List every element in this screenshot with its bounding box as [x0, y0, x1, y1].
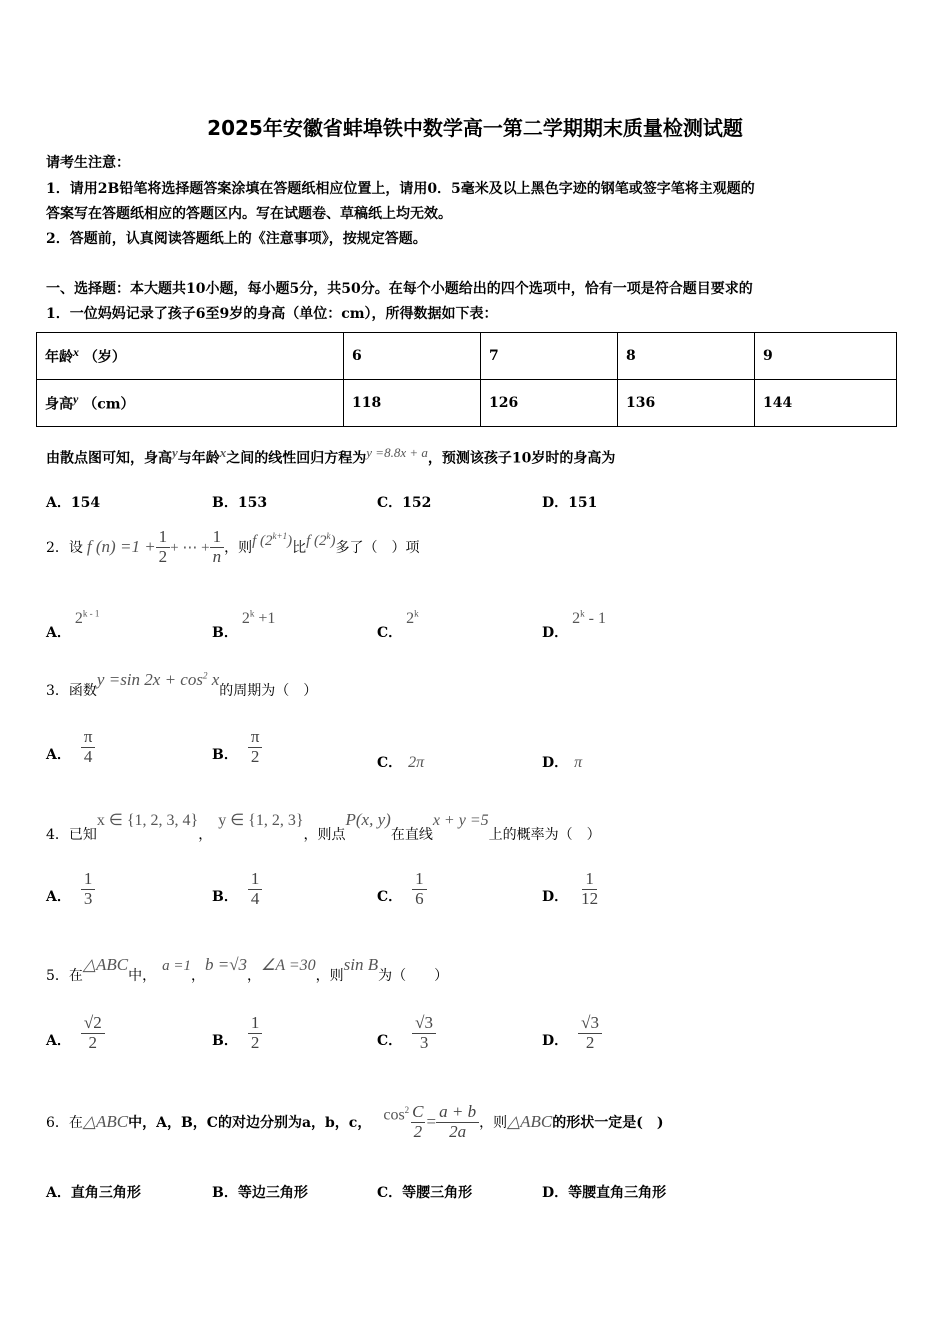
table-row: [37, 333, 897, 380]
q2-option-a[interactable]: A．2$^{k - 1}$: [46, 608, 100, 641]
fraction: $\frac{a + b}{2a}$: [436, 1103, 479, 1141]
notice-line-2: 2．答题前，认真阅读答题纸上的《注意事项》，按规定答题。: [46, 231, 427, 247]
q1-option-d[interactable]: D．151: [542, 495, 598, 511]
table-cell: 136: [618, 380, 755, 427]
q5-stem: 5．在△ABC中，a =1，b =√3，∠A =30，则sin B为（ ）: [46, 955, 449, 984]
q4-option-a[interactable]: A． $\frac{1}{3}$: [46, 870, 95, 908]
q2-option-c[interactable]: C．2$^k$: [377, 608, 419, 641]
fraction: $\frac{C}{2}$: [412, 1101, 424, 1141]
fraction: $\frac{√3}{3}$: [412, 1014, 436, 1052]
q1-option-b[interactable]: B．153: [212, 495, 268, 511]
q3-option-d[interactable]: D． π: [542, 754, 583, 771]
table-cell: 7: [481, 333, 618, 380]
notice-line-1b: 答案写在答题纸相应的答题区内。写在试题卷、草稿纸上均无效。: [46, 206, 452, 222]
fraction: $\frac{1}{2}$: [248, 1014, 263, 1052]
q5-option-c[interactable]: C． $\frac{√3}{3}$: [377, 1014, 436, 1052]
q2-option-b[interactable]: B．$2^k +1$: [212, 608, 276, 641]
q6-option-b[interactable]: B．等边三角形: [212, 1185, 308, 1201]
fraction: $\frac{√3}{2}$: [578, 1014, 602, 1052]
q3-option-a[interactable]: A． $\frac{\pi}{4}$: [46, 728, 95, 766]
q3-option-b[interactable]: B． $\frac{\pi}{2}$: [212, 728, 262, 766]
fraction: $\frac{1}{12}$: [581, 869, 599, 908]
q4-stem: 4．已知x ∈ {1, 2, 3, 4}，y ∈ {1, 2, 3}，则点P(x, y)在直线x + y =5上的概率为（ ）: [46, 810, 601, 843]
q4-option-d[interactable]: D． $\frac{1}{12}$: [542, 870, 601, 908]
q1-table: [36, 332, 897, 427]
fraction: $\frac{1}{6}$: [412, 870, 427, 908]
fraction: $\frac{1}{2}$: [156, 528, 171, 566]
fraction: $\frac{\pi}{4}$: [81, 728, 96, 766]
fraction: $\frac{1}{4}$: [248, 870, 263, 908]
q6-option-d[interactable]: D．等腰直角三角形: [542, 1185, 667, 1201]
q5-option-b[interactable]: B． $\frac{1}{2}$: [212, 1014, 262, 1052]
q1-stem: 1．一位妈妈记录了孩子6至9岁的身高（单位：cm），所得数据如下表：: [46, 306, 498, 322]
q4-option-b[interactable]: B． $\frac{1}{4}$: [212, 870, 262, 908]
table-cell: 118: [344, 380, 481, 427]
q3-stem: 3．函数y =sin $2x + \cos^2 x$的周期为（ ）: [46, 670, 318, 699]
fraction: $\frac{\pi}{2}$: [248, 728, 263, 766]
q5-option-a[interactable]: A． $\frac{√2}{2}$: [46, 1014, 105, 1052]
fraction: $\frac{1}{3}$: [81, 870, 96, 908]
section-heading: 一、选择题：本大题共10小题，每小题5分，共50分。在每个小题给出的四个选项中，恰有一项是符合题目要求的: [46, 281, 753, 297]
table-cell: 8: [618, 333, 755, 380]
q6-option-a[interactable]: A．直角三角形: [46, 1185, 141, 1201]
q6-stem: 6．在 △ABC 中，A，B，C的对边分别为a，b，c， $\cos^2$ $\frac{C}{2}$ = $\frac{a + b}{2a}$ ，则 △ABC 的形状一定是( ): [46, 1101, 664, 1141]
q6-option-c[interactable]: C．等腰三角形: [377, 1185, 473, 1201]
table-cell: 年龄$^x$ （岁）: [37, 333, 344, 380]
q3-option-c[interactable]: C． 2π: [377, 754, 425, 771]
table-row: [37, 380, 897, 427]
q1-option-a[interactable]: A．154: [46, 495, 101, 511]
q4-option-c[interactable]: C． $\frac{1}{6}$: [377, 870, 427, 908]
q5-option-d[interactable]: D． $\frac{√3}{2}$: [542, 1014, 602, 1052]
q1-followup: 由散点图可知，身高$^y$与年龄$^x$之间的线性回归方程为$^{y =8.8x + a}$，预测该孩子10岁时的身高为: [46, 445, 616, 467]
fraction: $\frac{1}{n}$: [210, 528, 225, 566]
q2-stem: 2．设 f (n) =1 + $\frac{1}{2}$ + ⋯ + $\frac{1}{n}$ ，则 f $(2^{k+1})$ 比 f (2$^k$) 多了（ ）项: [46, 526, 420, 566]
table-cell: 6: [344, 333, 481, 380]
q2-option-d[interactable]: D．2$^k$ - 1: [542, 608, 606, 641]
notice-line-1: 1．请用2B铅笔将选择题答案涂填在答题纸相应位置上，请用0．5毫米及以上黑色字迹的钢笔或签字笔将主观题的: [46, 181, 755, 197]
table-cell: 9: [755, 333, 897, 380]
table-cell: 126: [481, 380, 618, 427]
q1-option-c[interactable]: C．152: [377, 495, 432, 511]
table-cell: 身高$^y$ （cm）: [37, 380, 344, 427]
fraction: $\frac{√2}{2}$: [81, 1014, 105, 1052]
table-cell: 144: [755, 380, 897, 427]
notice-heading: 请考生注意：: [46, 155, 130, 171]
page-title: 2025年安徽省蚌埠铁中数学高一第二学期期末质量检测试题: [207, 116, 743, 140]
